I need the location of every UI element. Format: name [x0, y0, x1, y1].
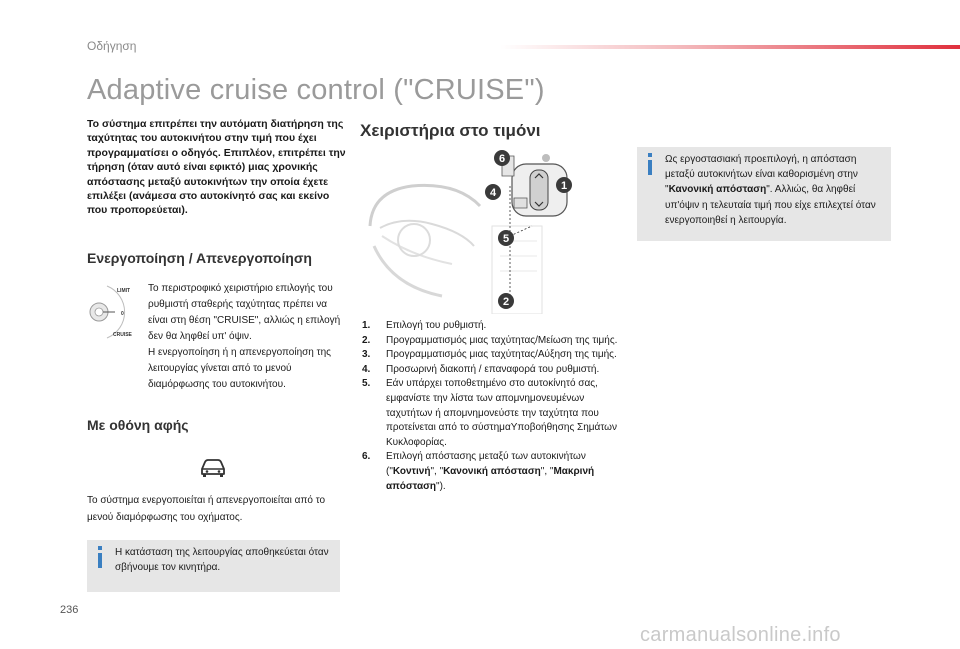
control-badge-1 [556, 177, 572, 193]
controls-list [362, 319, 627, 494]
touch-screen-text: Το σύστημα ενεργοποιείται ή απενεργοποιείται από το μενού διαμόρφωσης του οχήματος. [87, 495, 326, 523]
control-badge-4 [485, 184, 501, 200]
list-item: 2. Προγραμματισμός μιας ταχύτητας/Μείωση της τιμής. [362, 334, 618, 346]
activation-text: Το περιστροφικό χειριστήριο επιλογής του ρυθμιστή σταθερής ταχύτητας πρέπει να είναι στη θέση "CRUISE", αλλιώς η επιλογή δεν θα ληφθεί υπ' όψιν. Η ενεργοποίηση ή η απενεργοποίηση της λειτουργίας γίνεται από το μενού διαμόρφωσης του αυτοκινήτου. [148, 283, 341, 390]
info-box-default-distance [637, 147, 891, 241]
page-title: Adaptive cruise control ("CRUISE") [87, 74, 545, 106]
svg-text:1: 1 [560, 180, 568, 192]
intro-paragraph: Το σύστημα επιτρέπει την αυτόματη διατήρηση της ταχύτητας του αυτοκινήτου στην τιμή που έχει προγραμματίσει ο οδηγός. Επιπλέον, επιτρέπει την τήρηση (όταν αυτό είναι εφικτό) μιας χρονικής απόστασης μεταξύ αυτοκινήτων την οποία έχετε επιλέξει (ανάμεσα στο αυτοκίνητό σας και εκείνο που προπορεύεται). [87, 118, 346, 217]
dial-limit-label: LIMIT [117, 288, 131, 294]
activation-heading: Ενεργοποίηση / Απενεργοποίηση [87, 250, 312, 266]
control-badge-5 [498, 230, 514, 246]
touch-screen-heading: Με οθόνη αφής [87, 417, 189, 433]
page-number: 236 [60, 604, 79, 616]
info-box-memory [87, 540, 340, 592]
list-item: 4. Προσωρινή διακοπή / επαναφορά του ρυθμιστή. [362, 363, 600, 375]
list-item: 5. Εάν υπάρχει τοποθετημένο στο αυτοκίνητό σας, εμφανίστε την λίστα των απομνημονευμένων ταχυτήτων ή απομνημονεύστε την ταχύτητα που προτείνεται από το σύστημαΥποβοήθησης Σημάτων Κυκλοφορίας. [362, 378, 617, 448]
info-text: Ως εργοστασιακή προεπιλογή, η απόσταση μεταξύ αυτοκινήτων είναι καθορισμένη στην "Κανονική απόσταση". Αλλιώς, θα ληφθεί υπ'όψιν η τελευταία τιμή που είχε επιλεχτεί όταν ενεργοποιηθεί η λειτουργία. [665, 154, 876, 226]
header-accent-bar [500, 45, 960, 49]
car-icon [198, 457, 228, 479]
list-item: 3. Προγραμματισμός μιας ταχύτητας/Αύξηση της τιμής. [362, 349, 617, 361]
steering-wheel-controls-illustration [362, 146, 592, 314]
control-badge-2 [498, 293, 514, 309]
svg-text:6: 6 [498, 153, 506, 165]
svg-text:4: 4 [489, 187, 497, 199]
info-text: Η κατάσταση της λειτουργίας αποθηκεύεται όταν σβήνουμε τον κινητήρα. [115, 547, 329, 573]
list-item: 1. Επιλογή του ρυθμιστή. [362, 320, 487, 331]
info-icon [97, 546, 102, 573]
control-badge-6 [494, 150, 510, 166]
steering-controls-heading: Χειριστήρια στο τιμόνι [360, 121, 541, 140]
dial-zero-label: 0 [121, 311, 124, 317]
section-label: Οδήγηση [87, 39, 137, 53]
info-icon [647, 153, 652, 180]
dial-cruise-label: CRUISE [113, 332, 132, 338]
watermark: carmanualsonline.info [640, 624, 841, 646]
list-item: 6. Επιλογή απόστασης μεταξύ των αυτοκινήτων ("Κοντινή", "Κανονική απόσταση", "Μακρινή απόσταση"). [362, 451, 595, 492]
control-badge-3 [542, 154, 550, 162]
cruise-selector-dial-illustration [87, 282, 143, 342]
svg-text:5: 5 [502, 233, 510, 245]
svg-text:2: 2 [502, 296, 510, 308]
